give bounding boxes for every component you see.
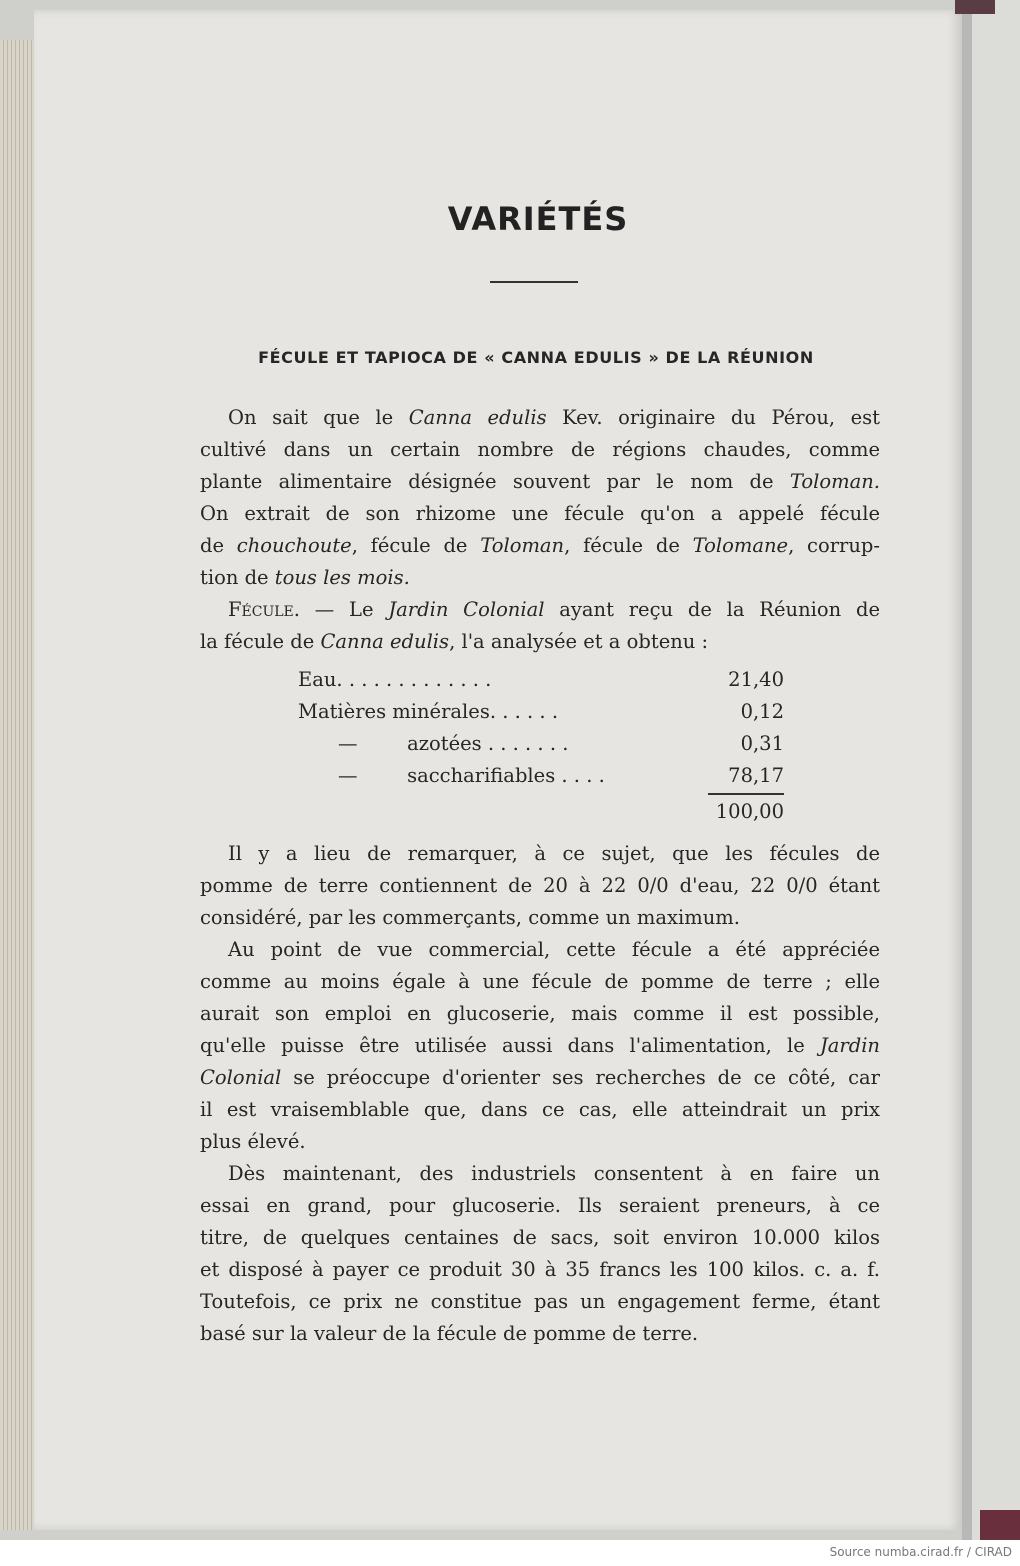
text-line (200, 626, 880, 658)
text-segment: — Le (299, 598, 389, 621)
table-row (298, 664, 784, 696)
text-line (200, 402, 880, 434)
book-cover-corner (980, 1510, 1020, 1540)
text-line (200, 1190, 880, 1222)
analysis-table (298, 664, 784, 823)
text-line (200, 998, 880, 1030)
row-value: 78,17 (728, 764, 784, 787)
text-line (200, 838, 880, 870)
text-line (200, 1222, 880, 1254)
text-segment: de (200, 534, 237, 557)
text-segment: Fécule. (228, 598, 300, 621)
text-segment: qu'elle puisse être utilisée aussi dans l'alimentation, le (200, 1034, 820, 1057)
text-line (200, 1126, 880, 1158)
text-line (200, 1158, 880, 1190)
text-segment: basé sur la valeur de la fécule de pomme de terre. (200, 1322, 699, 1345)
italic-text: Jardin Colonial (388, 598, 545, 621)
text-segment: Toutefois, ce prix ne constitue pas un engagement ferme, étant (200, 1290, 880, 1313)
text-segment: essai en grand, pour glucoserie. Ils seraient preneurs, à ce (200, 1194, 880, 1217)
table-row (298, 760, 784, 792)
text-segment: , fécule de (564, 534, 693, 557)
italic-text: Colonial (200, 1066, 282, 1089)
row-value: 0,12 (740, 700, 784, 723)
text-segment: On extrait de son rhizome une fécule qu'on a appelé fécule (200, 502, 880, 525)
row-label: Matières minérales. . . . . . (298, 700, 559, 723)
article-body-bottom (200, 838, 880, 1350)
text-segment: On sait que le (228, 406, 409, 429)
text-segment: se préoccupe d'orienter ses recherches de ce côté, car (281, 1066, 880, 1089)
text-segment: , corrup- (788, 534, 880, 557)
text-segment: il est vraisemblable que, dans ce cas, elle atteindrait un prix (200, 1098, 880, 1121)
text-segment: titre, de quelques centaines de sacs, soit environ 10.000 kilos (200, 1226, 880, 1249)
title-divider (490, 281, 578, 283)
text-line (200, 1030, 880, 1062)
text-segment: comme au moins égale à une fécule de pomme de terre ; elle (200, 970, 880, 993)
text-line (200, 1094, 880, 1126)
book-cover-corner (955, 0, 995, 14)
italic-text: Canna edulis (320, 630, 450, 653)
text-segment: Au point de vue commercial, cette fécule a été appréciée (228, 938, 880, 961)
text-line (200, 498, 880, 530)
text-segment: , fécule de (351, 534, 481, 557)
text-line (200, 1286, 880, 1318)
text-line (200, 1254, 880, 1286)
text-segment: aurait son emploi en glucoserie, mais comme il est possible, (200, 1002, 880, 1025)
row-value: 21,40 (728, 668, 784, 691)
text-segment: Il y a lieu de remarquer, à ce sujet, que les fécules de (228, 842, 880, 865)
source-credit: Source numba.cirad.fr / CIRAD (829, 1545, 1012, 1559)
row-label: — azotées . . . . . . . (338, 732, 569, 755)
italic-text: Toloman (480, 534, 565, 557)
text-line (200, 466, 880, 498)
italic-text: Toloman. (789, 470, 880, 493)
article-heading: FÉCULE ET TAPIOCA DE « CANNA EDULIS » DE LA RÉUNION (258, 348, 814, 367)
text-segment: Kev. originaire du Pérou, est (546, 406, 880, 429)
text-segment: tion de (200, 566, 275, 589)
row-value: 0,31 (740, 732, 784, 755)
row-label: Eau. . . . . . . . . . . . . (298, 668, 492, 691)
page-title: VARIÉTÉS (447, 200, 629, 238)
italic-text: Canna edulis (408, 406, 547, 429)
text-line (200, 434, 880, 466)
text-segment: cultivé dans un certain nombre de régions chaudes, comme (200, 438, 880, 461)
text-line (200, 1062, 880, 1094)
italic-text: chouchoute (236, 534, 352, 557)
text-segment: pomme de terre contiennent de 20 à 22 0/0 d'eau, 22 0/0 étant (200, 874, 880, 897)
italic-text: Tolomane (692, 534, 789, 557)
text-segment: plante alimentaire désignée souvent par le nom de (200, 470, 790, 493)
text-line (200, 870, 880, 902)
text-segment: plus élevé. (200, 1130, 306, 1153)
sum-rule (708, 793, 784, 795)
text-line (200, 934, 880, 966)
analysis-total: 100,00 (715, 800, 784, 823)
text-segment: et disposé à payer ce produit 30 à 35 francs les 100 kilos. c. a. f. (200, 1258, 880, 1281)
italic-text: Jardin (819, 1034, 880, 1057)
text-segment: considéré, par les commerçants, comme un maximum. (200, 906, 740, 929)
text-line (200, 1318, 880, 1350)
text-segment: , l'a analysée et a obtenu : (449, 630, 709, 653)
text-line (200, 562, 880, 594)
text-line (200, 902, 880, 934)
table-row (298, 728, 784, 760)
text-segment: ayant reçu de la Réunion de (544, 598, 880, 621)
table-row (298, 696, 784, 728)
text-line (200, 530, 880, 562)
italic-text: tous les mois. (274, 566, 410, 589)
article-body-top (200, 402, 880, 658)
text-line (200, 966, 880, 998)
text-segment: Dès maintenant, des industriels consentent à en faire un (228, 1162, 880, 1185)
row-label: — saccharifiables . . . . (338, 764, 605, 787)
text-segment: la fécule de (200, 630, 321, 653)
text-line (200, 594, 880, 626)
